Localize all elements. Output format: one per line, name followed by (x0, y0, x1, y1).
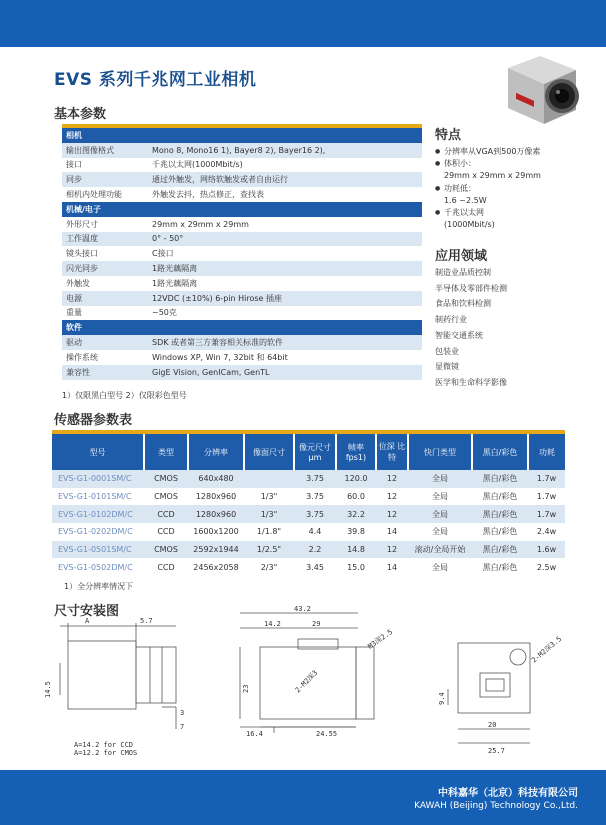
page-title: EVS 系列千兆网工业相机 (54, 70, 257, 90)
param-row (62, 217, 422, 232)
feature-text: 分辨率从VGA到500万像素 (444, 147, 541, 156)
param-value: 1路光藕隔离 (152, 264, 198, 274)
param-label: 操作系统 (66, 352, 98, 362)
table-cell: 全局 (408, 505, 472, 523)
param-value: ~50克 (152, 308, 177, 318)
model-cell: EVS-G1-0001SM/C (52, 470, 144, 488)
param-value: 1路光藕隔离 (152, 278, 198, 288)
param-label: 软件 (66, 323, 82, 333)
param-value: Mono 8, Mono16 1), Bayer8 2), Bayer16 2), (152, 145, 326, 155)
param-row (62, 232, 422, 247)
section-header-row (62, 320, 422, 335)
section-header-row (62, 202, 422, 217)
bullet-icon: ● (435, 148, 441, 155)
dim-20: 20 (488, 721, 497, 729)
param-value: 外触发去抖，热点修正，查找表 (152, 190, 264, 200)
table-row (52, 488, 565, 506)
table-cell: 滚动/全局开始 (408, 541, 472, 559)
table-cell: 14.8 (336, 541, 376, 559)
table-cell: 黑白/彩色 (482, 492, 518, 502)
table-cell: 2/3" (260, 562, 278, 572)
application-item: 智能交通系统 (435, 330, 483, 340)
feature-item (435, 158, 585, 170)
application-item: 半导体及零部件检测 (435, 283, 507, 293)
dim-16-4: 16.4 (246, 730, 263, 738)
table-cell: 12 (376, 470, 408, 488)
application-item: 食品和饮料检测 (435, 299, 491, 309)
table-cell: 1/1.8" (256, 527, 282, 537)
param-row (62, 335, 422, 350)
table-cell: 黑白/彩色 (472, 470, 528, 488)
param-label: 相机内处理功能 (66, 190, 122, 200)
param-label: 兼容性 (66, 367, 90, 377)
table-cell: 3.75 (294, 470, 336, 488)
sensor-params-footnote: 1）全分辨率情况下 (64, 582, 134, 591)
column-header: 类型 (144, 434, 188, 470)
feature-item (435, 146, 585, 158)
table-cell: 全局 (432, 492, 448, 502)
dim-7: 7 (180, 723, 185, 731)
feature-item (435, 207, 585, 219)
param-value: SDK 或者第三方兼容相关标准的软件 (152, 338, 284, 348)
column-header: 帧率 fps1) (336, 434, 376, 470)
applications-heading: 应用领域 (435, 249, 488, 264)
param-row (62, 365, 422, 380)
basic-params-table (62, 124, 422, 380)
column-header: 快门类型 (408, 434, 472, 470)
top-view-drawing (240, 613, 374, 733)
dimensions-heading: 尺寸安装图 (54, 604, 120, 619)
param-row (62, 350, 422, 365)
column-header: 分辨率 (188, 434, 244, 470)
table-cell: 1/3" (260, 492, 278, 502)
section-header-row (62, 128, 422, 143)
dim-3: 3 (180, 709, 185, 717)
sensor-params-table (52, 430, 565, 576)
param-value: 12VDC (±10%) 6-pin Hirose 插座 (152, 293, 282, 303)
feature-detail: (1000Mbit/s) (444, 220, 495, 230)
model-cell: EVS-G1-0202DM/C (58, 527, 133, 537)
param-row (62, 172, 422, 187)
feature-detail: 1.6 ~2.5W (444, 195, 487, 205)
dim-m2b: 2-M2深3.5 (530, 634, 564, 665)
dim-29: 29 (312, 620, 321, 628)
param-row (62, 261, 422, 276)
basic-params-footnote: 1）仅限黑白型号 2）仅限彩色型号 (62, 391, 187, 400)
bullet-icon: ● (435, 184, 441, 192)
table-cell: 2.4w (536, 527, 557, 537)
param-value: 通过外触发，网络软触发或者自由运行 (152, 175, 288, 185)
table-cell (244, 470, 294, 488)
dim-43-2: 43.2 (294, 605, 311, 613)
features-heading: 特点 (435, 128, 462, 143)
param-value: Windows XP, Win 7, 32bit 和 64bit (152, 352, 288, 362)
param-row (62, 158, 422, 173)
feature-text: 千兆以太网 (444, 208, 484, 218)
dim-9-4: 9.4 (438, 692, 446, 705)
table-cell: 1.7w (528, 470, 565, 488)
note-ccd: A=14.2 for CCD (74, 741, 134, 749)
table-cell: 1280x960 (195, 492, 237, 502)
table-row (52, 505, 565, 523)
table-cell: 2456x2058 (193, 562, 239, 572)
note-cmos: A=12.2 for CMOS (74, 749, 138, 757)
sensor-params-heading: 传感器参数表 (54, 413, 133, 428)
table-cell: 1/2.5" (244, 541, 294, 559)
dim-a: A (85, 617, 90, 625)
table-cell: 3.75 (306, 492, 324, 502)
param-row (62, 291, 422, 306)
table-cell: 14 (386, 562, 398, 572)
param-label: 输出图像格式 (66, 145, 114, 155)
application-item: 包装业 (435, 346, 459, 356)
applications-list (435, 265, 507, 391)
table-cell: 黑白/彩色 (482, 527, 518, 537)
param-label: 驱动 (66, 338, 82, 348)
company-name-cn: 中科嘉华（北京）科技有限公司 (438, 788, 578, 799)
table-cell: 全局 (432, 562, 448, 572)
table-cell: 2592x1944 (188, 541, 244, 559)
table-cell: 全局 (432, 527, 448, 537)
model-cell: EVS-G1-0101SM/C (58, 492, 132, 502)
side-view-drawing (60, 623, 176, 729)
table-cell: 39.8 (347, 527, 365, 537)
table-cell: 1.7w (536, 492, 557, 502)
application-item: 制药行业 (435, 315, 467, 325)
feature-text: 体积小： (444, 159, 476, 169)
column-header: 功耗 (528, 434, 565, 470)
table-cell: 4.4 (308, 527, 322, 537)
feature-detail: 29mm x 29mm x 29mm (444, 171, 541, 181)
param-label: 接口 (66, 160, 82, 170)
param-label: 同步 (66, 175, 82, 185)
table-cell: CCD (157, 527, 175, 537)
model-cell: EVS-G1-0502DM/C (58, 562, 133, 572)
dim-m2: 2-M2深3 (293, 668, 320, 695)
dim-14-2: 14.2 (264, 620, 281, 628)
param-value: GigE Vision, GenICam, GenTL (152, 367, 270, 377)
table-cell: CMOS (154, 492, 178, 502)
application-item: 显微镜 (435, 362, 459, 372)
column-header: 型号 (52, 434, 144, 470)
table-cell: CCD (144, 505, 188, 523)
param-row (62, 143, 422, 158)
table-cell: 黑白/彩色 (482, 562, 518, 572)
table-cell: 1280x960 (188, 505, 244, 523)
table-cell: 黑白/彩色 (472, 505, 528, 523)
table-cell: 1.7w (528, 505, 565, 523)
features-list (435, 146, 585, 231)
param-value: 千兆以太网(1000Mbit/s) (152, 160, 243, 170)
table-cell: 1600x1200 (193, 527, 239, 537)
column-header: 像面尺寸 (244, 434, 294, 470)
column-header: 黑白/彩色 (472, 434, 528, 470)
camera-product-image (496, 50, 588, 132)
table-row (52, 541, 565, 559)
param-label: 机械/电子 (66, 204, 101, 214)
bullet-icon: ● (435, 160, 441, 168)
bullet-icon: ● (435, 209, 441, 217)
basic-params-heading: 基本参数 (54, 107, 107, 122)
model-cell: EVS-G1-0102DM/C (52, 505, 144, 523)
table-cell: 12 (386, 492, 398, 502)
param-value: C接口 (152, 249, 174, 259)
table-cell: 60.0 (347, 492, 365, 502)
table-cell: CMOS (144, 470, 188, 488)
dim-m3: M3深2.5 (366, 627, 395, 651)
feature-text: 功耗低： (444, 183, 476, 193)
param-label: 工作温度 (66, 234, 98, 244)
table-cell: 黑白/彩色 (472, 541, 528, 559)
param-value: 0° - 50° (152, 234, 184, 244)
table-cell: CCD (157, 562, 175, 572)
param-row (62, 246, 422, 261)
table-cell: 120.0 (336, 470, 376, 488)
param-label: 电源 (66, 293, 82, 303)
param-row (62, 187, 422, 202)
param-label: 外形尺寸 (66, 219, 98, 229)
table-cell: 2.2 (294, 541, 336, 559)
feature-item (435, 183, 585, 195)
dim-23: 23 (242, 684, 250, 693)
param-row (62, 306, 422, 321)
param-label: 重量 (66, 308, 82, 318)
table-cell: 12 (376, 541, 408, 559)
param-row (62, 276, 422, 291)
dim-25-7: 25.7 (488, 747, 505, 755)
column-header: 位深 比特 (376, 434, 408, 470)
table-cell: 3.45 (306, 562, 324, 572)
param-label: 外触发 (66, 278, 90, 288)
table-row (52, 523, 565, 541)
param-label: 镜头接口 (66, 249, 98, 259)
model-cell: EVS-G1-0501SM/C (52, 541, 144, 559)
table-cell: 14 (386, 527, 398, 537)
application-item: 医学和生命科学影像 (435, 377, 507, 387)
company-name-en: KAWAH (Beijing) Technology Co.,Ltd. (414, 801, 578, 811)
table-cell: 32.2 (336, 505, 376, 523)
dim-14-5: 14.5 (44, 681, 52, 698)
dimension-drawings (40, 603, 600, 763)
table-cell: 全局 (408, 470, 472, 488)
table-cell: 3.75 (294, 505, 336, 523)
top-banner (0, 0, 606, 47)
table-cell: 2.5w (536, 562, 557, 572)
table-row (52, 470, 565, 488)
table-cell: 12 (376, 505, 408, 523)
table-cell: 640x480 (188, 470, 244, 488)
column-header: 像元尺寸 μm (294, 434, 336, 470)
param-label: 相机 (66, 130, 82, 140)
table-row (52, 558, 565, 576)
table-cell: 1/3" (244, 505, 294, 523)
table-cell: 15.0 (347, 562, 365, 572)
param-label: 闪光同步 (66, 264, 98, 274)
table-cell: CMOS (144, 541, 188, 559)
dim-5-7: 5.7 (140, 617, 153, 625)
application-item: 制造业品质控制 (435, 268, 491, 277)
dim-24-55: 24.55 (316, 730, 338, 738)
table-cell: 1.6w (528, 541, 565, 559)
param-value: 29mm x 29mm x 29mm (152, 219, 249, 229)
